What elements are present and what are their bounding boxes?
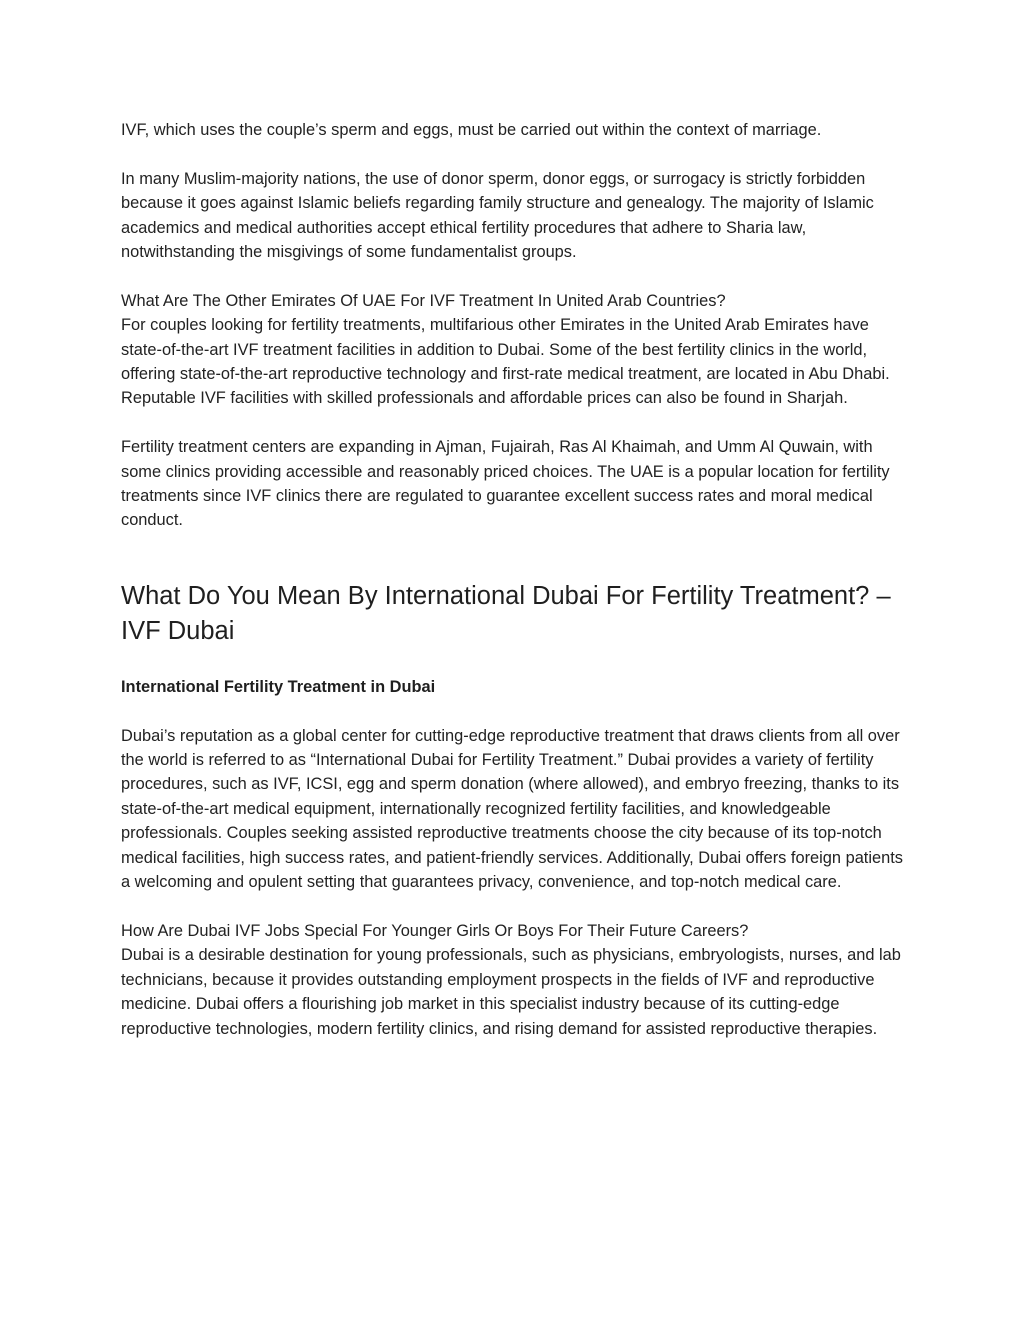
paragraph-marriage-context: IVF, which uses the couple’s sperm and eggs, must be carried out within the context of marriage. xyxy=(121,121,822,139)
paragraph-other-emirates: For couples looking for fertility treatments, multifarious other Emirates in the United Arab Emirates have state-of-the-art IVF treatment facilities in addition to Dubai. Some of the best fertility clinics in the world, offering state-of-the-art reproductive technology and first-rate medical treatment, are located in Abu Dhabi. Reputable IVF facilities with skilled professionals and affordable prices can also be found in Sharjah. xyxy=(121,316,890,408)
section-heading: What Do You Mean By International Dubai For Fertility Treatment? – IVF Dubai xyxy=(121,581,891,645)
paragraph-spacer xyxy=(121,895,907,919)
paragraph-spacer xyxy=(121,699,907,723)
section-spacer xyxy=(121,533,907,579)
paragraph-spacer xyxy=(121,264,907,288)
paragraph-international-dubai: Dubai’s reputation as a global center for cutting-edge reproductive treatment that draws clients from all over the world is referred to as “International Dubai for Fertility Treatment.” Dubai provides a variety of fertility procedures, such as IVF, ICSI, egg and sperm donation (where allowed), and embryo freezing, thanks to its state-of-the-art medical equipment, internationally recognized fertility facilities, and knowledgeable professionals. Couples seeking assisted reproductive treatments choose the city because of its top-notch medical facilities, high success rates, and patient-friendly services. Additionally, Dubai offers foreign patients a welcoming and opulent setting that guarantees privacy, convenience, and top-notch medical care. xyxy=(121,726,903,892)
heading-spacer xyxy=(121,649,907,675)
paragraph-ivf-jobs: Dubai is a desirable destination for young professionals, such as physicians, embryologists, nurses, and lab technicians, because it provides outstanding employment prospects in the fields of IVF and reproductive medicine. Dubai offers a flourishing job market in this specialist industry because of its cutting-edge reproductive technologies, modern fertility clinics, and rising demand for assisted reproductive therapies. xyxy=(121,946,901,1038)
subsection-heading: International Fertility Treatment in Dubai xyxy=(121,677,436,696)
question-other-emirates: What Are The Other Emirates Of UAE For IVF Treatment In United Arab Countries? xyxy=(121,291,726,310)
question-ivf-jobs: How Are Dubai IVF Jobs Special For Younger Girls Or Boys For Their Future Careers? xyxy=(121,921,749,940)
paragraph-expanding-centers: Fertility treatment centers are expanding in Ajman, Fujairah, Ras Al Khaimah, and Umm Al Quwain, with some clinics providing accessible and reasonably priced choices. The UAE is a popular location for fertility treatments since IVF clinics there are regulated to guarantee excellent success rates and moral medical conduct. xyxy=(121,438,890,530)
paragraph-spacer xyxy=(121,142,907,166)
paragraph-donor-restrictions: In many Muslim-majority nations, the use of donor sperm, donor eggs, or surrogacy is strictly forbidden because it goes against Islamic beliefs regarding family structure and genealogy. The majority of Islamic academics and medical authorities accept ethical fertility procedures that adhere to Sharia law, notwithstanding the misgivings of some fundamentalist groups. xyxy=(121,169,874,262)
document-body xyxy=(121,118,907,1041)
paragraph-spacer xyxy=(121,411,907,435)
